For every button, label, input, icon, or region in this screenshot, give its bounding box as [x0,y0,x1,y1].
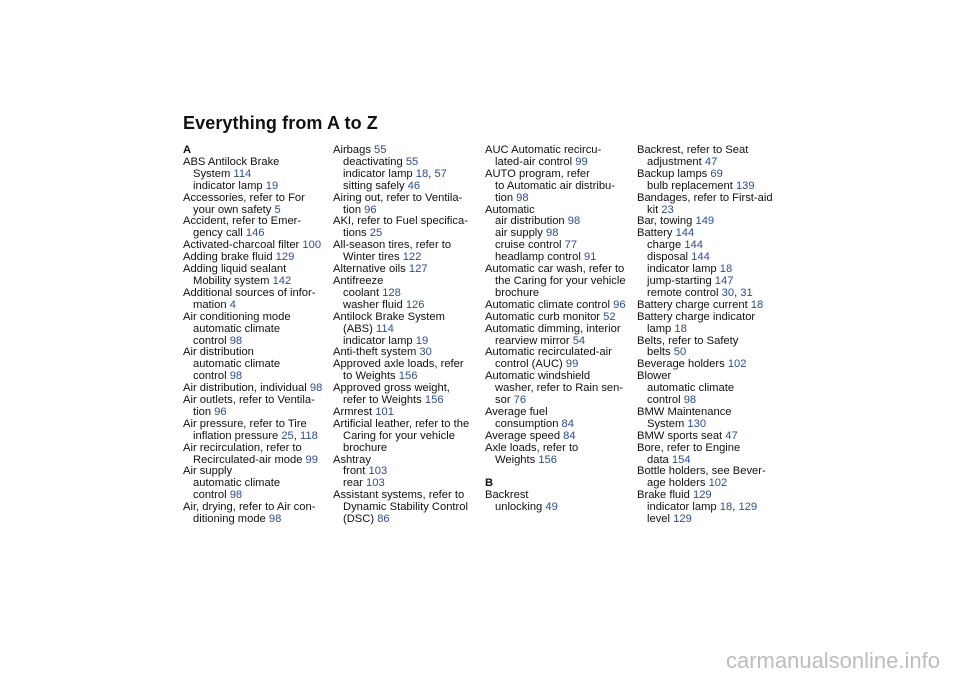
entry-text: lamp [647,322,675,335]
page-ref-link[interactable]: 98 [516,191,529,204]
page-ref-link[interactable]: 142 [272,274,292,287]
page-ref-link[interactable]: 144 [691,251,710,264]
entry-text: Ashtray [333,453,371,466]
entry-text: mation [193,298,230,311]
index-subentry [637,514,787,526]
page-ref-link[interactable]: 98 [268,513,282,526]
entry-text: Air, drying, refer to Air con- [183,501,316,514]
entry-text: headlamp control [495,251,584,264]
page-ref-link[interactable]: 156 [538,453,557,466]
entry-text: automatic climate [193,358,281,371]
page-ref-link[interactable]: 103 [366,477,385,490]
entry-text: control [193,370,230,383]
entry-text: consumption [495,417,562,430]
entry-text: Blower [637,370,672,383]
entry-text: ABS Antilock Brake [183,155,280,168]
entry-text: Belts, refer to Safety [637,334,739,347]
page-ref-link[interactable]: 100 [302,239,322,252]
page-ref-link[interactable]: 18 [750,298,764,311]
entry-text: Automatic car wash, refer to [485,263,625,276]
page-ref-link[interactable]: 127 [408,263,428,276]
entry-text: brochure [343,441,388,454]
entry-text: indicator lamp [647,501,720,514]
page-ref-link[interactable]: 154 [671,453,691,466]
entry-text: Automatic climate control [485,298,614,311]
page-ref-link[interactable]: 4 [229,298,236,311]
page-ref-link[interactable]: 86 [377,513,390,526]
entry-text: control [193,334,230,347]
page-ref-link[interactable]: 23 [661,203,674,216]
page-ref-link[interactable]: 146 [245,227,265,240]
page-ref-link[interactable]: 50 [673,346,687,359]
entry-text: bulb replacement [647,179,736,192]
page-ref-link[interactable]: 156 [424,394,444,407]
entry-text: Backup lamps [637,167,711,180]
entry-text: Air recirculation, refer to [183,441,302,454]
index-column-4 [637,145,787,526]
entry-text: Average fuel [485,405,548,418]
entry-text: Adding liquid sealant [183,263,287,276]
page-ref-link[interactable]: 55 [405,155,419,168]
page-ref-link[interactable]: 114 [233,167,252,180]
entry-text: Anti-theft system [333,346,420,359]
entry-text: kit [647,203,662,216]
page-ref-link[interactable]: 118 [299,429,318,442]
entry-text: indicator lamp [193,179,266,192]
entry-text: Battery charge indicator [637,310,756,323]
entry-text: Automatic dimming, interior [485,322,621,335]
page-title: Everything from A to Z [183,113,378,133]
entry-text: Bottle holders, see Bever- [637,465,766,478]
page-ref-link[interactable]: 55 [374,144,387,156]
entry-text: Additional sources of infor- [183,286,316,299]
index-subentry: indicator lamp 18, 129 [647,501,758,514]
page-ref-link[interactable]: 99 [575,155,588,168]
entry-text: Airbags [333,144,375,156]
entry-text: Beverage holders [637,358,728,371]
page-ref-link[interactable]: 49 [545,501,558,514]
page-ref-link[interactable]: 129 [673,513,692,526]
entry-text: BMW sports seat [637,429,726,442]
entry-text: Air distribution, individual [183,382,310,395]
entry-text: Recirculated-air mode [193,453,306,466]
entry-text: Accessories, refer to For [183,191,305,204]
section-gap [485,466,635,478]
entry-text: AKI, refer to Fuel specifica- [333,215,468,228]
page-ref-link[interactable]: 147 [714,274,734,287]
watermark: carmanualsonline.info [725,648,940,673]
entry-text: age holders [647,477,709,490]
page-ref-link[interactable]: 77 [564,239,578,252]
page-ref-link[interactable]: 52 [603,310,616,323]
page-ref-link[interactable]: 25 [281,429,294,442]
page-ref-link[interactable]: 5 [274,203,281,216]
page-ref-link[interactable]: 18 [415,167,429,180]
entry-text: Antilock Brake System [333,310,445,323]
page-ref-link[interactable]: 98 [309,382,323,395]
entry-text: Air pressure, refer to Tire [183,417,307,430]
entry-text: inflation pressure [193,429,282,442]
entry-text: tion [343,203,365,216]
page-ref-link[interactable]: 18 [719,501,733,514]
entry-text: Axle loads, refer to [485,441,579,454]
entry-text: ditioning mode [193,513,269,526]
page-ref-link[interactable]: 57 [434,167,447,180]
page-ref-link[interactable]: 47 [704,155,718,168]
page-ref-link[interactable]: 84 [563,429,576,442]
page-ref-link[interactable]: 129 [275,251,295,264]
entry-text: Approved gross weight, [333,382,450,395]
entry-text: AUTO program, refer [485,167,590,180]
page-ref-link[interactable]: 102 [727,358,747,371]
entry-text: Artificial leather, refer to the [333,417,470,430]
entry-text: brochure [495,286,540,299]
page-ref-link[interactable]: 122 [402,251,422,264]
page-ref-link[interactable]: 98 [683,394,697,407]
entry-text: AUC Automatic recircu- [485,144,602,156]
entry-text: belts [647,346,674,359]
entry-text: System [647,417,688,430]
entry-text: data [647,453,672,466]
page-ref-link[interactable]: 30 [419,346,432,359]
page-ref-link[interactable]: 96 [214,405,227,418]
page-ref-link[interactable]: 18 [719,263,733,276]
page-ref-link[interactable]: 19 [415,334,429,347]
entry-text: your own safety [193,203,275,216]
entry-text: Automatic windshield [485,370,591,383]
entry-text: All-season tires, refer to [333,239,452,252]
page-ref-link[interactable]: 98 [567,215,581,228]
page-ref-link[interactable]: 103 [368,465,388,478]
entry-text: automatic climate [193,477,281,490]
page-ref-link[interactable]: 76 [513,394,527,407]
entry-text: Bar, towing [637,215,696,228]
entry-text: sitting safely [343,179,408,192]
entry-text: Armrest [333,405,376,418]
page-ref-link[interactable]: 139 [735,179,755,192]
page-ref-link[interactable]: 31 [740,286,753,299]
page-ref-link[interactable]: 130 [687,417,707,430]
index-subentry: remote control 30, 31 [647,286,753,299]
entry-text: the Caring for your vehicle [495,274,626,287]
page-ref-link[interactable]: 102 [708,477,728,490]
entry-text: Air outlets, refer to Ventila- [183,394,315,407]
page-ref-link[interactable]: 99 [305,453,318,466]
page-ref-link[interactable]: 96 [613,298,626,311]
entry-text: Winter tires [343,251,403,264]
entry-text: Adding brake fluid [183,251,276,264]
entry-text: Bore, refer to Engine [637,441,741,454]
page-ref-link[interactable]: 18 [674,322,687,335]
entry-text: Dynamic Stability Control [343,501,468,514]
entry-text: System [193,167,234,180]
entry-text: indicator lamp [343,334,416,347]
entry-text: Alternative oils [333,263,409,276]
page-ref-link[interactable]: 129 [738,501,758,514]
entry-text: to Weights [343,370,399,383]
entry-text: unlocking [495,501,546,514]
entry-text: air supply [495,227,546,240]
entry-text: automatic climate [647,382,735,395]
entry-text: rearview mirror [495,334,573,347]
entry-text: tion [495,191,517,204]
entry-text: Automatic curb monitor [485,310,604,323]
entry-text: indicator lamp [343,167,416,180]
entry-text: coolant [343,286,383,299]
page-ref-link[interactable]: 54 [572,334,586,347]
entry-text: Air distribution [183,346,254,359]
entry-text: sor [495,394,514,407]
page-ref-link[interactable]: 96 [364,203,377,216]
index-subentry: indicator lamp 18, 57 [343,167,447,180]
entry-text: (ABS) [343,322,376,335]
entry-text: (DSC) [343,513,378,526]
entry-text: Air conditioning mode [183,310,291,323]
entry-text: BMW Maintenance [637,405,732,418]
page-ref-link[interactable]: 128 [382,286,401,299]
entry-text: tion [193,405,215,418]
page-ref-link[interactable]: 98 [229,370,243,383]
entry-text: automatic climate [193,322,281,335]
entry-text: Weights [495,453,539,466]
index-column-1 [183,145,333,526]
entry-text: Assistant systems, refer to [333,489,465,502]
entry-text: charge [647,239,685,252]
entry-text: Automatic recirculated-air [485,346,612,359]
entry-text: Automatic [485,203,535,216]
entry-text: disposal [647,251,692,264]
entry-text: Backrest, refer to Seat [637,144,749,156]
index-column-3 [485,145,635,514]
entry-text: Battery [637,227,676,240]
page-ref-link[interactable]: 30 [721,286,735,299]
entry-text: lated-air control [495,155,576,168]
entry-text: remote control [647,286,722,299]
entry-text: tions [343,227,370,240]
entry-text: air distribution [495,215,568,228]
page-ref-link[interactable]: 19 [265,179,279,192]
entry-text: Antifreeze [333,274,384,287]
entry-text: Accident, refer to Emer- [183,215,302,228]
entry-text: Battery charge current [637,298,751,311]
page-ref-link[interactable]: 144 [684,239,703,252]
page-ref-link[interactable]: 144 [675,227,695,240]
entry-text: washer fluid [343,298,406,311]
index-subentry [485,455,635,467]
page-ref-link[interactable]: 129 [692,489,712,502]
entry-text: gency call [193,227,246,240]
page-ref-link[interactable]: 69 [710,167,723,180]
entry-text: rear [343,477,367,490]
page-ref-link[interactable]: 114 [375,322,394,335]
entry-text: Mobility system [193,274,273,287]
entry-text: indicator lamp [647,263,720,276]
page-ref-link[interactable]: 156 [398,370,418,383]
page-ref-link[interactable]: 101 [375,405,394,418]
entry-text: control [193,489,230,502]
page-ref-link[interactable]: 98 [229,489,243,502]
page-ref-link[interactable]: 46 [407,179,421,192]
entry-text: jump-starting [647,274,715,287]
entry-text: adjustment [647,155,705,168]
entry-text: Air supply [183,465,233,478]
page-ref-link[interactable]: 47 [725,429,738,442]
index-subentry [333,514,483,526]
entry-text: A [183,144,192,156]
page-ref-link[interactable]: 149 [695,215,715,228]
entry-text: control [647,394,684,407]
entry-text: control (AUC) [495,358,566,371]
page-ref-link[interactable]: 126 [405,298,425,311]
entry-text: refer to Weights [343,394,425,407]
page-ref-link[interactable]: 99 [565,358,579,371]
page-ref-link[interactable]: 84 [561,417,574,430]
entry-text: Bandages, refer to First-aid [637,191,773,204]
entry-text: B [485,477,494,490]
page-ref-link[interactable]: 98 [229,334,243,347]
index-subentry [485,502,635,514]
entry-text: Activated-charcoal filter [183,239,303,252]
entry-text: Caring for your vehicle [343,429,455,442]
entry-text: washer, refer to Rain sen- [495,382,624,395]
entry-text: Approved axle loads, refer [333,358,464,371]
entry-text: Brake fluid [637,489,693,502]
page-ref-link[interactable]: 98 [546,227,559,240]
page-ref-link[interactable]: 91 [583,251,597,264]
entry-text: front [343,465,369,478]
index-subentry [183,514,333,526]
entry-text: cruise control [495,239,565,252]
entry-text: Average speed [485,429,564,442]
entry-text: Airing out, refer to Ventila- [333,191,463,204]
entry-text: to Automatic air distribu- [495,179,616,192]
index-column-2 [333,145,483,526]
page-ref-link[interactable]: 25 [369,227,383,240]
entry-text: Backrest [485,489,529,502]
entry-text: deactivating [343,155,406,168]
entry-text: level [647,513,674,526]
index-subentry: inflation pressure 25, 118 [193,429,318,442]
